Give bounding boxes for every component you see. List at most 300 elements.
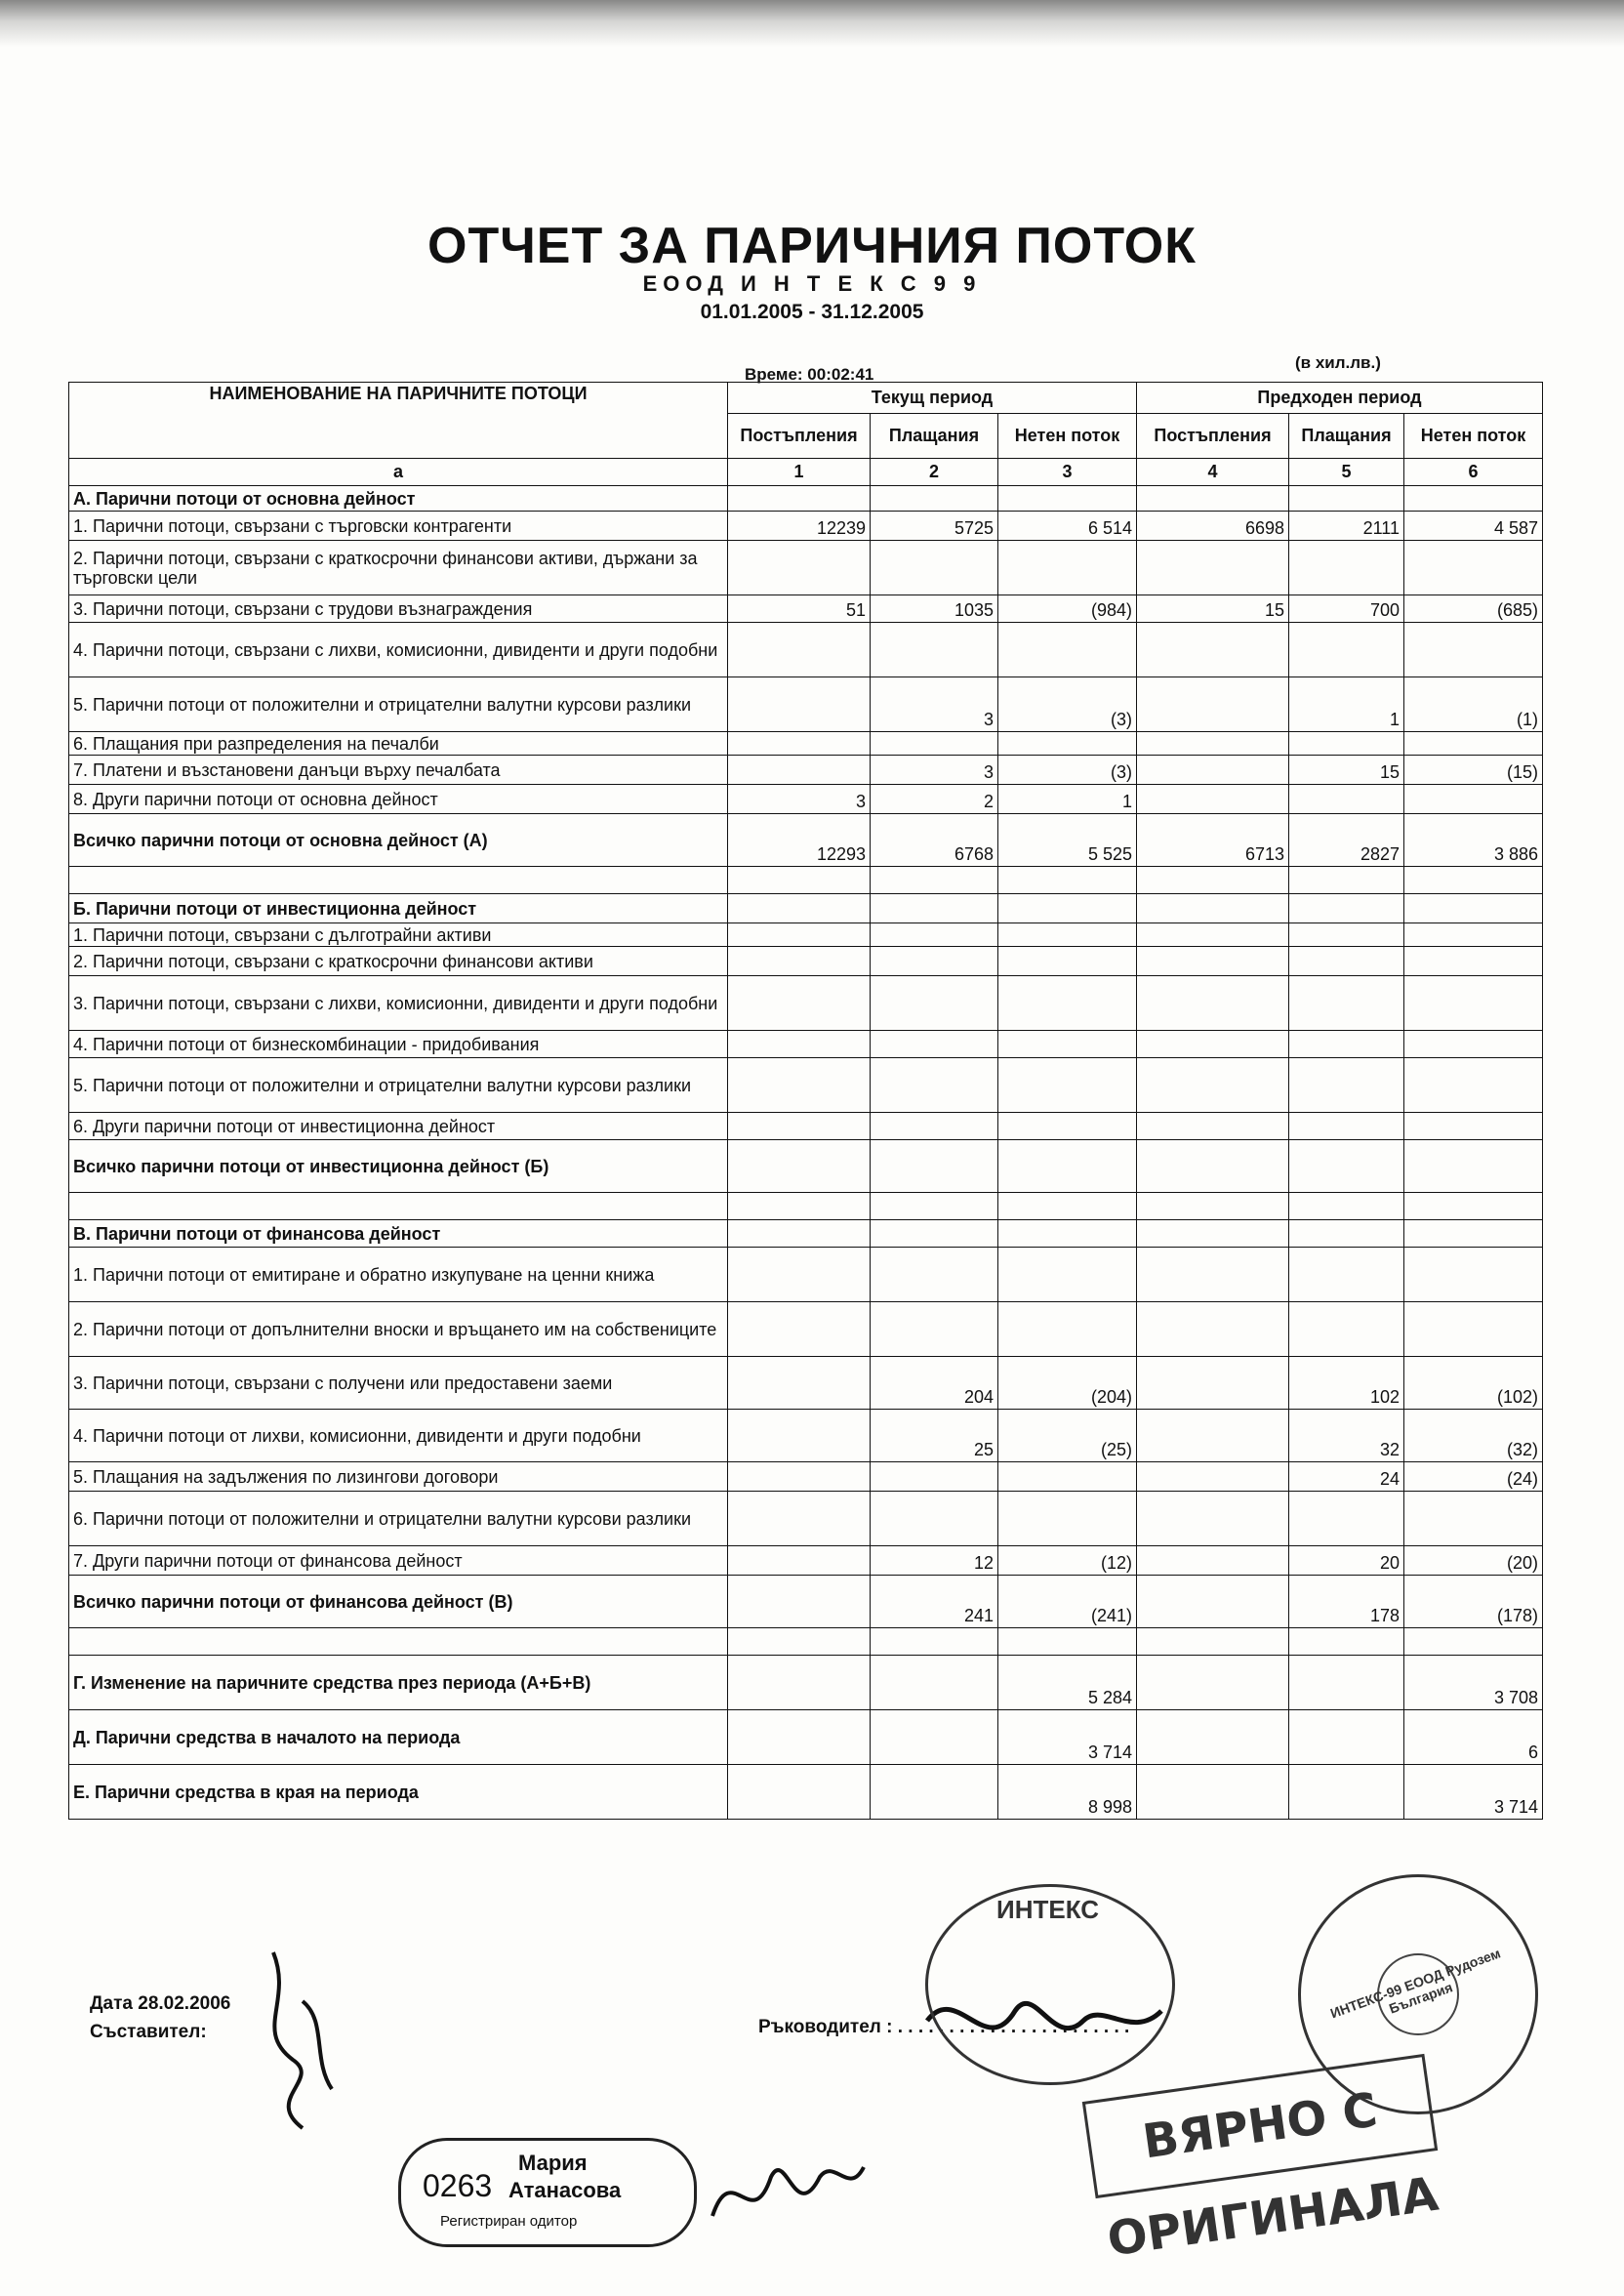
value-cell bbox=[728, 947, 871, 976]
value-cell bbox=[998, 867, 1137, 894]
value-cell bbox=[998, 1140, 1137, 1193]
value-cell bbox=[1137, 1656, 1289, 1710]
table-row bbox=[69, 1628, 1543, 1656]
value-cell bbox=[728, 1248, 871, 1302]
table-row bbox=[69, 1410, 1543, 1462]
table-row bbox=[69, 595, 1543, 623]
value-cell bbox=[1137, 1546, 1289, 1576]
value-cell bbox=[728, 1302, 871, 1357]
row-label: Б. Парични потоци от инвестиционна дейност bbox=[69, 894, 728, 923]
value-cell bbox=[871, 947, 998, 976]
value-cell bbox=[998, 732, 1137, 756]
value-cell bbox=[871, 1058, 998, 1113]
value-cell bbox=[1137, 1220, 1289, 1248]
col-header-receipts-current: Постъпления bbox=[728, 414, 871, 459]
table-row bbox=[69, 1058, 1543, 1113]
index-cell: 3 bbox=[998, 459, 1137, 486]
value-cell bbox=[871, 923, 998, 947]
value-cell bbox=[1137, 785, 1289, 814]
value-cell bbox=[1289, 785, 1404, 814]
value-cell: 25 bbox=[871, 1410, 998, 1462]
table-row bbox=[69, 486, 1543, 512]
row-label: 2. Парични потоци от допълнителни вноски и връщането им на собствениците bbox=[69, 1302, 728, 1357]
value-cell bbox=[998, 541, 1137, 595]
table-row bbox=[69, 1193, 1543, 1220]
value-cell: 3 714 bbox=[1404, 1765, 1543, 1820]
value-cell bbox=[1404, 923, 1543, 947]
value-cell: (102) bbox=[1404, 1357, 1543, 1410]
value-cell bbox=[1137, 1628, 1289, 1656]
value-cell bbox=[1137, 1357, 1289, 1410]
value-cell bbox=[1289, 732, 1404, 756]
value-cell: 700 bbox=[1289, 595, 1404, 623]
value-cell bbox=[1289, 1492, 1404, 1546]
row-label: 1. Парични потоци, свързани с дълготрайни активи bbox=[69, 923, 728, 947]
value-cell: 15 bbox=[1137, 595, 1289, 623]
value-cell bbox=[1137, 756, 1289, 785]
value-cell bbox=[1137, 1058, 1289, 1113]
value-cell bbox=[728, 1462, 871, 1492]
row-label: Г. Изменение на паричните средства през периода (А+Б+В) bbox=[69, 1656, 728, 1710]
value-cell bbox=[998, 1220, 1137, 1248]
auditor-last-name: Атанасова bbox=[508, 2178, 622, 2202]
value-cell bbox=[728, 1140, 871, 1193]
value-cell bbox=[1289, 1140, 1404, 1193]
value-cell: 3 886 bbox=[1404, 814, 1543, 867]
index-cell: а bbox=[69, 459, 728, 486]
value-cell bbox=[728, 541, 871, 595]
value-cell: (15) bbox=[1404, 756, 1543, 785]
value-cell: 2827 bbox=[1289, 814, 1404, 867]
value-cell: (32) bbox=[1404, 1410, 1543, 1462]
value-cell bbox=[871, 1140, 998, 1193]
value-cell: (25) bbox=[998, 1410, 1137, 1462]
value-cell bbox=[1137, 1140, 1289, 1193]
row-label: Всичко парични потоци от инвестиционна дейност (Б) bbox=[69, 1140, 728, 1193]
value-cell bbox=[1404, 867, 1543, 894]
value-cell bbox=[998, 894, 1137, 923]
value-cell bbox=[871, 486, 998, 512]
value-cell bbox=[1289, 1765, 1404, 1820]
table-row bbox=[69, 867, 1543, 894]
value-cell bbox=[1289, 1710, 1404, 1765]
value-cell bbox=[728, 1357, 871, 1410]
value-cell bbox=[998, 976, 1137, 1031]
index-cell: 4 bbox=[1137, 459, 1289, 486]
row-label: Д. Парични средства в началото на периода bbox=[69, 1710, 728, 1765]
value-cell: 20 bbox=[1289, 1546, 1404, 1576]
report-time: Време: 00:02:41 bbox=[745, 365, 874, 384]
value-cell bbox=[728, 1576, 871, 1628]
value-cell bbox=[1289, 541, 1404, 595]
value-cell bbox=[871, 732, 998, 756]
value-cell bbox=[1137, 732, 1289, 756]
table-row bbox=[69, 756, 1543, 785]
table-row bbox=[69, 623, 1543, 677]
value-cell: (984) bbox=[998, 595, 1137, 623]
value-cell bbox=[871, 541, 998, 595]
value-cell bbox=[1289, 1248, 1404, 1302]
value-cell bbox=[1289, 623, 1404, 677]
value-cell: (24) bbox=[1404, 1462, 1543, 1492]
value-cell: 8 998 bbox=[998, 1765, 1137, 1820]
value-cell bbox=[1404, 1031, 1543, 1058]
value-cell bbox=[1404, 1492, 1543, 1546]
row-label: 3. Парични потоци, свързани с трудови възнаграждения bbox=[69, 595, 728, 623]
value-cell bbox=[1404, 1140, 1543, 1193]
value-cell: 24 bbox=[1289, 1462, 1404, 1492]
value-cell: 178 bbox=[1289, 1576, 1404, 1628]
value-cell bbox=[1137, 677, 1289, 732]
current-period-header: Текущ период bbox=[728, 383, 1137, 414]
row-label: 8. Други парични потоци от основна дейност bbox=[69, 785, 728, 814]
value-cell bbox=[1404, 1302, 1543, 1357]
value-cell bbox=[1137, 1193, 1289, 1220]
table-row bbox=[69, 923, 1543, 947]
value-cell bbox=[1137, 1031, 1289, 1058]
index-cell: 1 bbox=[728, 459, 871, 486]
value-cell bbox=[1137, 1248, 1289, 1302]
value-cell bbox=[728, 1656, 871, 1710]
row-label: 6. Плащания при разпределения на печалби bbox=[69, 732, 728, 756]
value-cell bbox=[871, 976, 998, 1031]
row-label bbox=[69, 1193, 728, 1220]
certified-copy-stamp: ВЯРНО С ОРИГИНАЛА bbox=[1082, 2054, 1438, 2198]
row-label: В. Парични потоци от финансова дейност bbox=[69, 1220, 728, 1248]
auditor-first-name: Мария bbox=[518, 2151, 588, 2175]
value-cell bbox=[871, 1220, 998, 1248]
value-cell: 204 bbox=[871, 1357, 998, 1410]
table-row bbox=[69, 1492, 1543, 1546]
value-cell: 1 bbox=[1289, 677, 1404, 732]
value-cell bbox=[728, 1058, 871, 1113]
value-cell bbox=[1289, 1113, 1404, 1140]
table-row bbox=[69, 541, 1543, 595]
value-cell bbox=[871, 1193, 998, 1220]
value-cell bbox=[728, 867, 871, 894]
compiler-label: Съставител: bbox=[90, 2022, 207, 2042]
value-cell bbox=[1137, 1113, 1289, 1140]
value-cell bbox=[998, 1058, 1137, 1113]
report-period: 01.01.2005 - 31.12.2005 bbox=[700, 301, 924, 323]
col-header-payments-current: Плащания bbox=[871, 414, 998, 459]
value-cell bbox=[728, 677, 871, 732]
value-cell bbox=[1137, 867, 1289, 894]
value-cell bbox=[871, 1656, 998, 1710]
table-row bbox=[69, 1462, 1543, 1492]
table-row bbox=[69, 1220, 1543, 1248]
row-label bbox=[69, 1628, 728, 1656]
value-cell bbox=[728, 486, 871, 512]
table-row bbox=[69, 1357, 1543, 1410]
value-cell bbox=[1289, 947, 1404, 976]
value-cell bbox=[1137, 1410, 1289, 1462]
value-cell bbox=[1137, 1576, 1289, 1628]
value-cell bbox=[998, 1628, 1137, 1656]
value-cell bbox=[1137, 1492, 1289, 1546]
value-cell bbox=[728, 1546, 871, 1576]
auditor-role: Регистриран одитор bbox=[440, 2213, 578, 2230]
value-cell bbox=[998, 623, 1137, 677]
row-label: 5. Парични потоци от положителни и отрицателни валутни курсови разлики bbox=[69, 677, 728, 732]
value-cell bbox=[1404, 785, 1543, 814]
value-cell bbox=[1137, 486, 1289, 512]
table-row bbox=[69, 894, 1543, 923]
col-header-net-previous: Нетен поток bbox=[1404, 414, 1543, 459]
row-label: 4. Парични потоци от бизнескомбинации - придобивания bbox=[69, 1031, 728, 1058]
row-label: 7. Други парични потоци от финансова дейност bbox=[69, 1546, 728, 1576]
value-cell bbox=[871, 1248, 998, 1302]
value-cell bbox=[1137, 976, 1289, 1031]
auditor-number: 0263 bbox=[423, 2168, 493, 2203]
table-row bbox=[69, 1031, 1543, 1058]
row-label: 7. Платени и възстановени данъци върху печалбата bbox=[69, 756, 728, 785]
value-cell bbox=[728, 894, 871, 923]
table-row bbox=[69, 976, 1543, 1031]
value-cell bbox=[871, 623, 998, 677]
company-name: ЕООД И Н Т Е К С 9 9 bbox=[642, 271, 982, 296]
value-cell bbox=[871, 867, 998, 894]
value-cell bbox=[1137, 947, 1289, 976]
value-cell bbox=[871, 1113, 998, 1140]
row-label: 5. Плащания на задължения по лизингови договори bbox=[69, 1462, 728, 1492]
value-cell bbox=[871, 1031, 998, 1058]
value-cell bbox=[871, 1492, 998, 1546]
value-cell bbox=[1289, 1193, 1404, 1220]
row-label: 4. Парични потоци от лихви, комисионни, дивиденти и други подобни bbox=[69, 1410, 728, 1462]
value-cell: 102 bbox=[1289, 1357, 1404, 1410]
value-cell bbox=[728, 1765, 871, 1820]
value-cell bbox=[1404, 1058, 1543, 1113]
value-cell: 6713 bbox=[1137, 814, 1289, 867]
row-label: 2. Парични потоци, свързани с краткосрочни финансови активи, държани за търговски цели bbox=[69, 541, 728, 595]
value-cell bbox=[871, 1628, 998, 1656]
value-cell bbox=[871, 1302, 998, 1357]
table-row bbox=[69, 732, 1543, 756]
row-label: 1. Парични потоци от емитиране и обратно изкупуване на ценни книжа bbox=[69, 1248, 728, 1302]
value-cell: (12) bbox=[998, 1546, 1137, 1576]
value-cell: 3 bbox=[728, 785, 871, 814]
auditor-signature bbox=[703, 2138, 869, 2245]
table-row bbox=[69, 1248, 1543, 1302]
value-cell bbox=[1404, 1193, 1543, 1220]
value-cell bbox=[1289, 1031, 1404, 1058]
value-cell bbox=[728, 756, 871, 785]
value-cell: 12293 bbox=[728, 814, 871, 867]
value-cell bbox=[1137, 1462, 1289, 1492]
value-cell: (178) bbox=[1404, 1576, 1543, 1628]
value-cell bbox=[728, 976, 871, 1031]
value-cell bbox=[998, 1248, 1137, 1302]
table-body bbox=[69, 486, 1543, 1820]
value-cell bbox=[728, 1113, 871, 1140]
row-label: 1. Парични потоци, свързани с търговски контрагенти bbox=[69, 512, 728, 541]
col-header-receipts-previous: Постъпления bbox=[1137, 414, 1289, 459]
value-cell bbox=[1289, 1220, 1404, 1248]
value-cell bbox=[1404, 486, 1543, 512]
index-cell: 2 bbox=[871, 459, 998, 486]
auditor-stamp bbox=[398, 2138, 697, 2247]
value-cell bbox=[1404, 1628, 1543, 1656]
value-cell bbox=[728, 1710, 871, 1765]
cash-flow-table bbox=[68, 382, 1543, 1820]
table-row bbox=[69, 814, 1543, 867]
value-cell: 4 587 bbox=[1404, 512, 1543, 541]
value-cell bbox=[1289, 1628, 1404, 1656]
value-cell bbox=[998, 1492, 1137, 1546]
seal-small-text: ИНТЕКС bbox=[996, 1895, 1099, 1924]
row-label: Всичко парични потоци от финансова дейност (В) bbox=[69, 1576, 728, 1628]
row-label: 6. Други парични потоци от инвестиционна дейност bbox=[69, 1113, 728, 1140]
manager-label: Ръководител : . . . . . . . . . . . . . . . . . . . . . . . bbox=[758, 2017, 1130, 2037]
report-title: ОТЧЕТ ЗА ПАРИЧНИЯ ПОТОК bbox=[427, 218, 1197, 274]
value-cell bbox=[1137, 923, 1289, 947]
name-column-header: НАИМЕНОВАНИЕ НА ПАРИЧНИТЕ ПОТОЦИ bbox=[69, 383, 728, 459]
value-cell: 5725 bbox=[871, 512, 998, 541]
value-cell: 51 bbox=[728, 595, 871, 623]
table-row bbox=[69, 512, 1543, 541]
value-cell: 241 bbox=[871, 1576, 998, 1628]
table-row bbox=[69, 1546, 1543, 1576]
value-cell bbox=[728, 1628, 871, 1656]
value-cell bbox=[728, 1410, 871, 1462]
value-cell bbox=[871, 1765, 998, 1820]
value-cell bbox=[998, 1031, 1137, 1058]
value-cell bbox=[1289, 976, 1404, 1031]
row-label: 6. Парични потоци от положителни и отрицателни валутни курсови разлики bbox=[69, 1492, 728, 1546]
table-row bbox=[69, 785, 1543, 814]
value-cell bbox=[1289, 923, 1404, 947]
value-cell: 5 284 bbox=[998, 1656, 1137, 1710]
value-cell: (1) bbox=[1404, 677, 1543, 732]
value-cell bbox=[1404, 541, 1543, 595]
value-cell bbox=[1137, 894, 1289, 923]
value-cell bbox=[1289, 486, 1404, 512]
value-cell: 1 bbox=[998, 785, 1137, 814]
table-row bbox=[69, 1710, 1543, 1765]
row-label: 3. Парични потоци, свързани с лихви, комисионни, дивиденти и други подобни bbox=[69, 976, 728, 1031]
value-cell bbox=[1289, 1302, 1404, 1357]
table-row bbox=[69, 1302, 1543, 1357]
row-label: 4. Парични потоци, свързани с лихви, комисионни, дивиденти и други подобни bbox=[69, 623, 728, 677]
value-cell bbox=[871, 1710, 998, 1765]
value-cell bbox=[1289, 867, 1404, 894]
value-cell bbox=[1289, 1058, 1404, 1113]
value-cell bbox=[1404, 947, 1543, 976]
index-cell: 6 bbox=[1404, 459, 1543, 486]
table-row bbox=[69, 677, 1543, 732]
unit-note: (в хил.лв.) bbox=[1295, 353, 1381, 372]
value-cell: 5 525 bbox=[998, 814, 1137, 867]
value-cell bbox=[728, 623, 871, 677]
value-cell: 6698 bbox=[1137, 512, 1289, 541]
table-row bbox=[69, 1576, 1543, 1628]
value-cell: 15 bbox=[1289, 756, 1404, 785]
value-cell: 32 bbox=[1289, 1410, 1404, 1462]
value-cell: 12 bbox=[871, 1546, 998, 1576]
value-cell: (3) bbox=[998, 677, 1137, 732]
table-row bbox=[69, 1140, 1543, 1193]
value-cell: (204) bbox=[998, 1357, 1137, 1410]
table-row bbox=[69, 947, 1543, 976]
value-cell: (3) bbox=[998, 756, 1137, 785]
value-cell: 6 bbox=[1404, 1710, 1543, 1765]
scan-edge-shadow bbox=[0, 0, 1624, 47]
report-date: Дата 28.02.2006 bbox=[90, 1993, 231, 2014]
value-cell: 3 bbox=[871, 677, 998, 732]
value-cell: 2 bbox=[871, 785, 998, 814]
value-cell bbox=[1404, 1248, 1543, 1302]
value-cell bbox=[998, 486, 1137, 512]
row-label: 3. Парични потоци, свързани с получени или предоставени заеми bbox=[69, 1357, 728, 1410]
value-cell bbox=[728, 1220, 871, 1248]
value-cell bbox=[1404, 732, 1543, 756]
value-cell bbox=[728, 1193, 871, 1220]
row-label bbox=[69, 867, 728, 894]
table-row bbox=[69, 1656, 1543, 1710]
value-cell bbox=[1404, 1220, 1543, 1248]
value-cell bbox=[1137, 541, 1289, 595]
row-label: Е. Парични средства в края на периода bbox=[69, 1765, 728, 1820]
company-seal-small bbox=[925, 1884, 1175, 2085]
value-cell bbox=[998, 947, 1137, 976]
value-cell: (685) bbox=[1404, 595, 1543, 623]
value-cell: 12239 bbox=[728, 512, 871, 541]
value-cell bbox=[998, 1113, 1137, 1140]
value-cell: 6768 bbox=[871, 814, 998, 867]
table-row bbox=[69, 1765, 1543, 1820]
value-cell bbox=[728, 1492, 871, 1546]
value-cell bbox=[998, 923, 1137, 947]
value-cell: 3 708 bbox=[1404, 1656, 1543, 1710]
value-cell bbox=[1137, 1710, 1289, 1765]
value-cell: 1035 bbox=[871, 595, 998, 623]
value-cell bbox=[1289, 1656, 1404, 1710]
value-cell bbox=[1404, 623, 1543, 677]
value-cell: (241) bbox=[998, 1576, 1137, 1628]
value-cell bbox=[728, 732, 871, 756]
value-cell bbox=[1137, 1765, 1289, 1820]
value-cell: 2111 bbox=[1289, 512, 1404, 541]
row-label: 2. Парични потоци, свързани с краткосрочни финансови активи bbox=[69, 947, 728, 976]
seal-company-text: ИНТЕКС-99 ЕООД Рудозем България bbox=[1327, 1945, 1503, 2022]
previous-period-header: Предходен период bbox=[1137, 383, 1543, 414]
row-label: А. Парични потоци от основна дейност bbox=[69, 486, 728, 512]
value-cell bbox=[1404, 1113, 1543, 1140]
col-header-payments-previous: Плащания bbox=[1289, 414, 1404, 459]
value-cell bbox=[728, 923, 871, 947]
compiler-signature bbox=[234, 1943, 351, 2138]
value-cell bbox=[1404, 894, 1543, 923]
index-cell: 5 bbox=[1289, 459, 1404, 486]
row-label: Всичко парични потоци от основна дейност (А) bbox=[69, 814, 728, 867]
value-cell bbox=[1404, 976, 1543, 1031]
value-cell bbox=[871, 894, 998, 923]
row-label: 5. Парични потоци от положителни и отрицателни валутни курсови разлики bbox=[69, 1058, 728, 1113]
value-cell bbox=[998, 1462, 1137, 1492]
value-cell: 6 514 bbox=[998, 512, 1137, 541]
col-header-net-current: Нетен поток bbox=[998, 414, 1137, 459]
table-row bbox=[69, 1113, 1543, 1140]
value-cell bbox=[728, 1031, 871, 1058]
value-cell bbox=[1289, 894, 1404, 923]
value-cell bbox=[1137, 623, 1289, 677]
value-cell: 3 bbox=[871, 756, 998, 785]
value-cell bbox=[998, 1193, 1137, 1220]
value-cell bbox=[998, 1302, 1137, 1357]
value-cell: (20) bbox=[1404, 1546, 1543, 1576]
value-cell: 3 714 bbox=[998, 1710, 1137, 1765]
